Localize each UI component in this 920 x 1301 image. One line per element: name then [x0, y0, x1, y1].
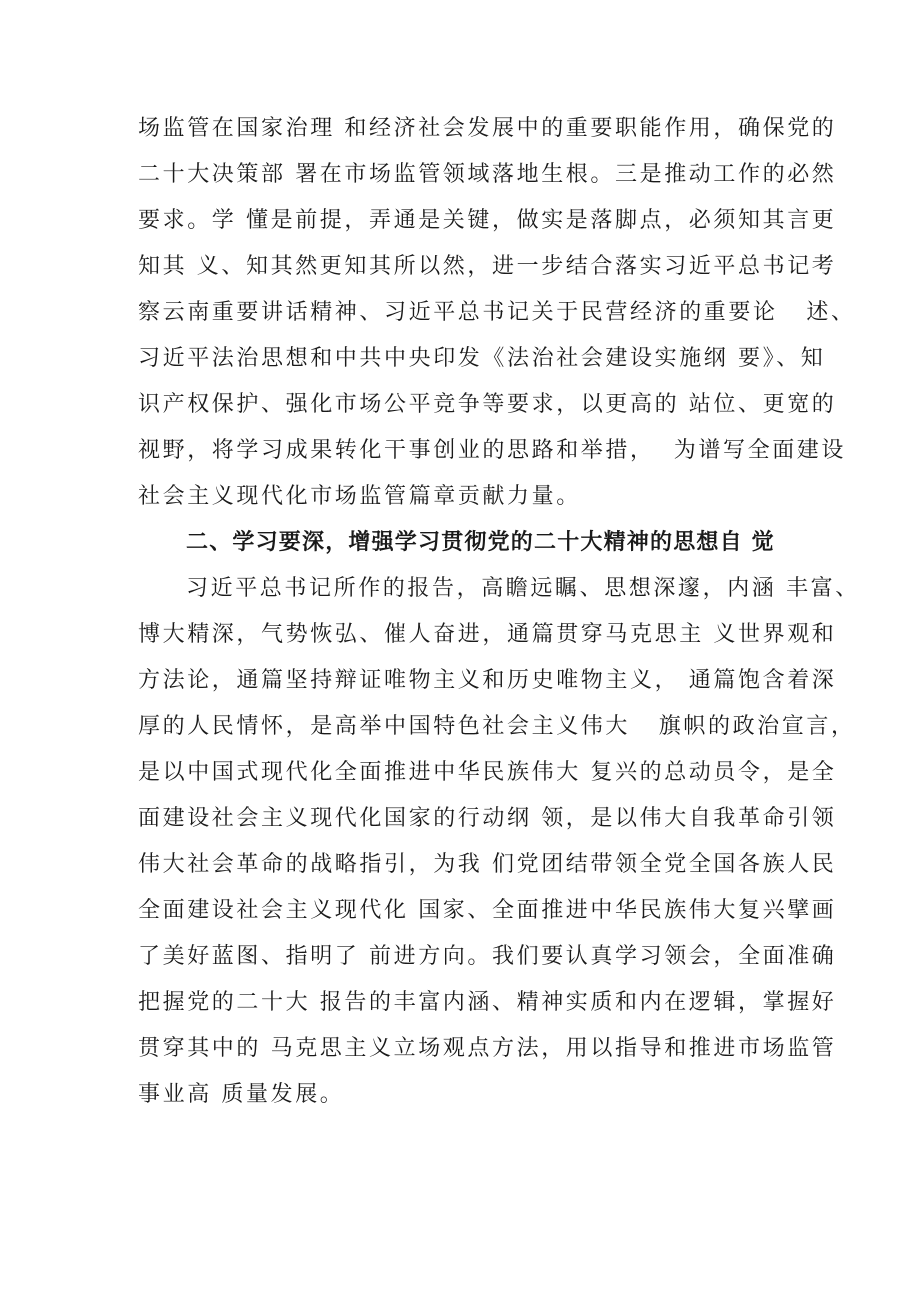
section-heading: 二、学习要深，增强学习贯彻党的二十大精神的思想自 觉	[186, 530, 775, 555]
para2-line-10: 把握党的二十大 报告的丰富内涵、精神实质和内在逻辑，掌握好	[138, 990, 837, 1015]
para2-line-5: 是以中国式现代化全面推进中华民族伟大 复兴的总动员令，是全	[138, 760, 837, 785]
para2-line-4: 厚的人民情怀，是高举中国特色社会主义伟大 旗帜的政治宣言，	[138, 714, 856, 739]
para2-line-2: 博大精深，气势恢弘、催人奋进，通篇贯穿马克思主 义世界观和	[138, 622, 837, 647]
para1-line-2: 二十大决策部 署在市场监管领域落地生根。三是推动工作的必然	[138, 162, 837, 187]
para2-line-1: 习近平总书记所作的报告，高瞻远瞩、思想深邃，内涵 丰富、	[186, 576, 860, 601]
para2-line-6: 面建设社会主义现代化国家的行动纲 领，是以伟大自我革命引领	[138, 806, 837, 831]
para2-line-8: 全面建设社会主义现代化 国家、全面推进中华民族伟大复兴擘画	[138, 898, 837, 923]
para1-line-7: 识产权保护、强化市场公平竞争等要求，以更高的 站位、更宽的	[138, 392, 837, 417]
para1-line-1: 场监管在国家治理 和经济社会发展中的重要职能作用，确保党的	[138, 116, 837, 141]
para1-line-5: 察云南重要讲话精神、习近平总书记关于民营经济的重要论 述、	[138, 300, 856, 325]
para1-line-9: 社会主义现代化市场监管篇章贡献力量。	[138, 484, 581, 509]
para2-line-12: 事业高 质量发展。	[138, 1082, 345, 1107]
para1-line-8: 视野，将学习成果转化干事创业的思路和举措， 为谱写全面建设	[138, 438, 846, 463]
para1-line-6: 习近平法治思想和中共中央印发《法治社会建设实施纲 要》、知	[138, 346, 826, 371]
para2-line-3: 方法论，通篇坚持辩证唯物主义和历史唯物主义， 通篇饱含着深	[138, 668, 837, 693]
para1-line-3: 要求。学 懂是前提，弄通是关键，做实是落脚点，必须知其言更	[138, 208, 837, 233]
para2-line-9: 了美好蓝图、指明了 前进方向。我们要认真学习领会，全面准确	[138, 944, 837, 969]
para2-line-7: 伟大社会革命的战略指引，为我 们党团结带领全党全国各族人民	[138, 852, 837, 877]
para2-line-11: 贯穿其中的 马克思主义立场观点方法，用以指导和推进市场监管	[138, 1036, 837, 1061]
para1-line-4: 知其 义、知其然更知其所以然，进一步结合落实习近平总书记考	[138, 254, 837, 279]
